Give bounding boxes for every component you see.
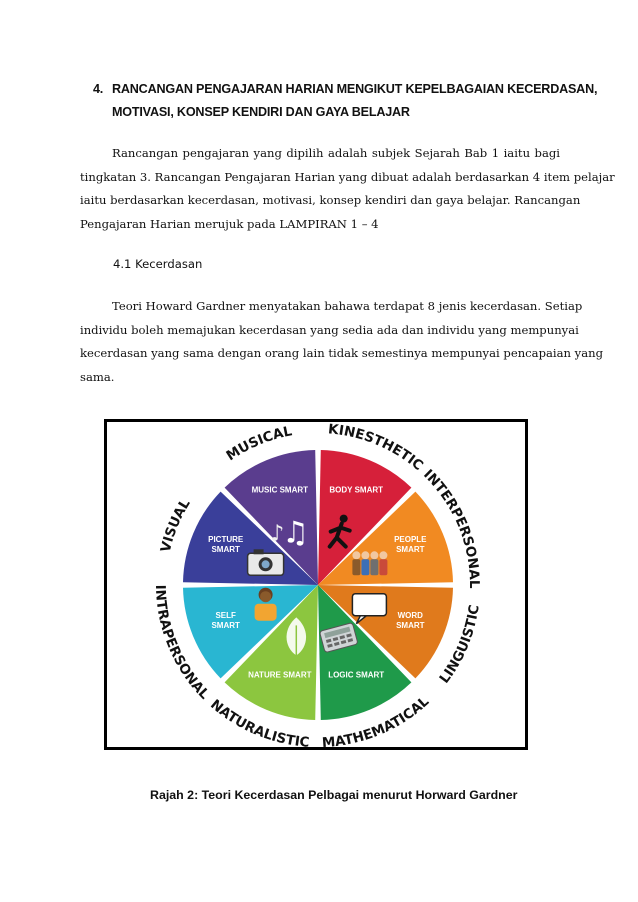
figure-caption: Rajah 2: Teori Kecerdasan Pelbagai menurut Horward Gardner (150, 788, 518, 802)
inner-label-kinesthetic: BODY SMART (329, 485, 384, 495)
outer-label-naturalistic: NATURALISTIC (207, 696, 311, 747)
outer-label-linguistic: LINGUISTIC (436, 603, 483, 687)
paragraph-gardner (80, 295, 604, 389)
inner-label-musical: MUSIC SMART (251, 485, 309, 495)
paragraph-line: kecerdasan yang sama dengan orang lain tidak semestinya mempunyai pencapaian yang (80, 346, 604, 360)
inner-label-mathematical: LOGIC SMART (328, 670, 385, 680)
intelligence-wheel (107, 422, 525, 747)
paragraph-line: sama. (80, 369, 115, 384)
outer-label-mathematical: MATHEMATICAL (321, 693, 433, 747)
outer-label-intrapersonal: INTRAPERSONAL (151, 584, 213, 703)
section-number: 4. (93, 82, 104, 96)
paragraph-line: Pengajaran Harian merujuk pada LAMPIRAN 1 – 4 (80, 216, 379, 231)
paragraph-line: iaitu berdasarkan kecerdasan, motivasi, konsep kendiri dan gaya belajar. Rancangan (80, 193, 581, 207)
paragraph-line: tingkatan 3. Rancangan Pengajaran Harian yang dibuat adalah berdasarkan 4 item pelajar (80, 169, 615, 184)
svg-text:♪: ♪ (270, 521, 285, 547)
section-heading (93, 78, 598, 124)
outer-label-interpersonal: INTERPERSONAL (420, 466, 483, 589)
paragraph-line: individu boleh memajukan kecerdasan yang sedia ada dan individu yang mempunyai (80, 322, 579, 337)
outer-label-visual: VISUAL (157, 496, 194, 554)
multiple-intelligences-figure (104, 419, 528, 750)
subsection-title: 4.1 Kecerdasan (113, 257, 203, 271)
paragraph-rancangan (80, 142, 615, 236)
section-title-line-2: MOTIVASI, KONSEP KENDIRI DAN GAYA BELAJAR (112, 105, 410, 119)
paragraph-line: Teori Howard Gardner menyatakan bahawa terdapat 8 jenis kecerdasan. Setiap (112, 299, 583, 313)
svg-text:♫: ♫ (282, 515, 310, 551)
camera-icon (248, 549, 284, 575)
inner-label-intrapersonal: SELF SMART (211, 611, 240, 631)
paragraph-line: Rancangan pengajaran yang dipilih adalah subjek Sejarah Bab 1 iaitu bagi (112, 146, 560, 160)
section-title-line-1: RANCANGAN PENGAJARAN HARIAN MENGIKUT KEPELBAGAIAN KECERDASAN, (112, 82, 598, 96)
outer-label-musical: MUSICAL (223, 423, 294, 465)
inner-label-naturalistic: NATURE SMART (248, 670, 312, 680)
outer-label-kinesthetic: KINESTHETIC (327, 422, 427, 474)
inner-label-linguistic: WORD SMART (396, 611, 425, 631)
inner-label-visual: PICTURE SMART (208, 534, 244, 554)
inner-label-interpersonal: PEOPLE SMART (394, 534, 427, 554)
